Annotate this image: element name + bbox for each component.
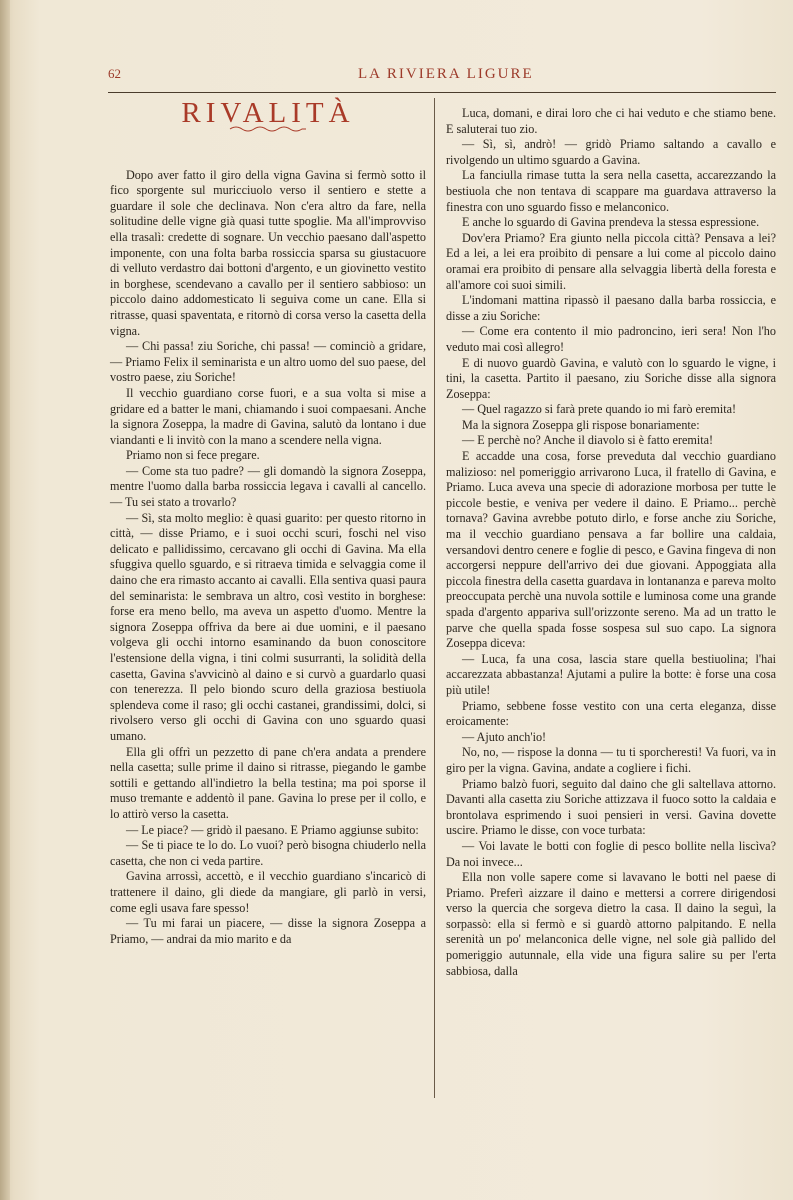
right-column bbox=[446, 106, 776, 979]
journal-title: LA RIVIERA LIGURE bbox=[358, 66, 534, 82]
paragraph: — Come era contento il mio padroncino, ieri sera! Non l'ho veduto mai così allegro! bbox=[446, 324, 776, 354]
paragraph: Dov'era Priamo? Era giunto nella piccola città? Pensava a lei? Ed a lei, a lei era proibito di pensare a lui come al piccolo daino oramai era proibito di pensare alla selvaggia libertà della foresta e all'amore coi suoi simili. bbox=[446, 230, 776, 292]
paragraph: Dopo aver fatto il giro della vigna Gavina si fermò sotto il fico sporgente sul muricciuolo verso il sentiero e stette a guardare il sole che declinava. Non c'era altro da fare, nella solitudine delle vigne già quasi tutte spoglie. Ma all'improvviso ella trasalì: credette di sognare. Un vecchio paesano dall'aspetto imponente, con una folta barba rossiccia sparsa su giustacuore di velluto verdastro dai bottoni d'argento, e un giovinetto vestito in borghese, scendevano a cavallo per il sentiero sabbioso: un piccolo daino addomesticato li seguiva come un cane. Ella si ritrasse, quasi spaventata, e ritornò di corsa verso la casetta della vigna. bbox=[110, 167, 426, 338]
paragraph: Priamo non si fece pregare. bbox=[126, 448, 260, 463]
paragraph: — Quel ragazzo si farà prete quando io mi farò eremita! bbox=[462, 402, 737, 417]
paragraph: — Luca, fa una cosa, lascia stare quella bestiuolina; l'hai accarezzata abbastanza! Ajutami a pulire la botte: è forse una cosa più utile! bbox=[446, 651, 776, 697]
paragraph: — Come sta tuo padre? — gli domandò la signora Zoseppa, mentre l'uomo dalla barba rossiccia legava i cavalli al cancello. — Tu sei stato a trovarlo? bbox=[110, 463, 426, 510]
left-column-text bbox=[110, 168, 426, 948]
paragraph: — Le piace? — gridò il paesano. E Priamo aggiunse subito: bbox=[126, 822, 419, 837]
paragraph: Priamo, sebbene fosse vestito con una certa eleganza, disse eroicamente: bbox=[446, 698, 776, 729]
paragraph: — Sì, sta molto meglio: è quasi guarito: per questo ritorno in città, — disse Priamo, e i suoi occhi scuri, foschi nel viso delicato e pallidissimo, cercavano gli occhi di Gavina. Ma ella sfuggiva quello sguardo, e si ritraeva timida e selvaggia come il daino che era rimasto accanto ai cavalli. Ella sentiva quasi paura del seminarista: le sembrava un altro, così vestito in borghese: forse era meno bello, ma aveva un aspetto d'uomo. Mentre la signora Zoseppa offriva da bere ai due uomini, e il paesano volgeva gli occhi intorno esaminando da buon conoscitore l'estensione della vigna, i tini colmi susurranti, la solidità della casetta, Gavina s'avvicinò al daino e si curvò a guardarlo quasi con tenerezza. Il pelo biondo scuro della graziosa bestiuola splendeva come il raso; gli occhi castanei, grandissimi, dolci, si rivolsero verso gli occhi di Gavina con uno sguardo quasi umano. bbox=[110, 510, 426, 743]
paragraph: — Tu mi farai un piacere, — disse la signora Zoseppa a Priamo, — andrai da mio marito e da bbox=[110, 916, 426, 946]
paragraph: Ma la signora Zoseppa gli rispose bonariamente: bbox=[462, 417, 700, 432]
paragraph: Luca, domani, e dirai loro che ci hai veduto e che stiamo bene. E saluterai tuo zio. bbox=[446, 106, 776, 136]
paragraph: — Sì, sì, andrò! — gridò Priamo saltando a cavallo e rivolgendo un ultimo sguardo a Gavina. bbox=[446, 137, 776, 167]
paragraph: — Chi passa! ziu Soriche, chi passa! — cominciò a gridare, — Priamo Felix il seminarista e un altro uomo del suo paese, del vostro paese, ziu Soriche! bbox=[110, 339, 426, 385]
header-rule bbox=[108, 92, 776, 93]
page-number: 62 bbox=[108, 66, 121, 81]
running-head bbox=[108, 66, 763, 86]
paragraph: — Se ti piace te lo do. Lo vuoi? però bisogna chiuderlo nella casetta, che non ci veda partire. bbox=[110, 838, 426, 868]
paragraph: E accadde una cosa, forse preveduta dal vecchio guardiano malizioso: nel pomeriggio arrivarono Luca, il fratello di Gavina, e Priamo. Luca aveva una specie di adorazione morbosa per tutte le piccole bestie, e veniva per vedere il daino. E Priamo... perchè tornava? Gavina avrebbe potuto dirlo, e forse anche ziu Soriche, ma il vecchio guardiano pensava a far bollire una caldaia, versandovi dentro cenere e foglie di pesco, e Gavina fingeva di non accorgersi neppure dell'arrivo dei due giovani. Appoggiata alla piccola finestra della casetta guardava in lontananza e pareva molto preoccupata perchè una nuvola sottile e luminosa come una grande spada d'argento appariva sull'orizzonte sereno. Ma ad un tratto le parve che quella spada fosse sospesa sul suo capo. La signora Zoseppa diceva: bbox=[446, 449, 776, 651]
paragraph: — E perchè no? Anche il diavolo si è fatto eremita! bbox=[462, 433, 714, 448]
paragraph: Ella gli offrì un pezzetto di pane ch'era andata a prendere nella casetta; sulle prime il daino si ritrasse, piegando le gambe sottili e gettando all'indietro la bella testina; ma poi sporse il muso tremante e addentò il pane. Gavina lo prese per il collo, e lo attirò verso la casetta. bbox=[110, 744, 426, 821]
paragraph: Il vecchio guardiano corse fuori, e a sua volta si mise a gridare ed a batter le mani, chiamando i suoi compaesani. Anche la signora Zoseppa, la madre di Gavina, salutò da lontano i due viandanti e li invitò con la mano a scendere nella vigna. bbox=[110, 385, 426, 447]
paragraph: — Voi lavate le botti con foglie di pesco bollite nella liscìva? Da noi invece... bbox=[446, 838, 776, 869]
article-title: RIVALITÀ bbox=[181, 97, 355, 129]
paragraph: Gavina arrossì, accettò, e il vecchio guardiano s'incaricò di trattenere il daino, gli diede da mangiare, gli parlò in versi, come egli usava fare spesso! bbox=[110, 869, 426, 915]
column-divider bbox=[434, 98, 435, 1098]
paragraph: No, no, — rispose la donna — tu ti sporcheresti! Va fuori, va in giro per la vigna. Gavina, andate a cogliere i fichi. bbox=[446, 745, 776, 775]
paragraph: La fanciulla rimase tutta la sera nella casetta, accarezzando la bestiuola che non tentava di scappare ma guardava attraverso la finestra con uno sguardo fisso e melanconico. bbox=[446, 168, 776, 214]
left-column bbox=[110, 98, 426, 947]
binding-edge bbox=[0, 0, 10, 1200]
paragraph: Priamo balzò fuori, seguito dal daino che gli saltellava attorno. Davanti alla casetta ziu Soriche attizzava il fuoco sotto la caldaia e brontolava esprimendo i suoi pensieri in versi. Gavina dovette uscire. Priamo le disse, con voce turbata: bbox=[446, 776, 776, 838]
paragraph: Ella non volle sapere come si lavavano le botti nel paese di Priamo. Preferì aizzare il daino e mettersi a correre dirigendosi verso la quercia che sorgeva dietro la casa. Il daino la seguì, la sorpassò: ella si fermò e si guardò attorno palpitando. E nella serenità un po' melanconica delle vigne, nel sole già pallido del pomeriggio autunnale, ella vide una figura salire su per l'erta sabbiosa, dalla bbox=[446, 870, 776, 978]
right-column-text bbox=[446, 106, 776, 979]
paragraph: — Ajuto anch'io! bbox=[462, 729, 547, 744]
paragraph: E anche lo sguardo di Gavina prendeva la stessa espressione. bbox=[462, 215, 760, 230]
paragraph: E di nuovo guardò Gavina, e valutò con lo sguardo le vigne, i tini, la casetta. Partito il paesano, ziu Soriche disse alla signora Zoseppa: bbox=[446, 355, 776, 401]
paragraph: L'indomani mattina ripassò il paesano dalla barba rossiccia, e disse a ziu Soriche: bbox=[446, 293, 776, 323]
